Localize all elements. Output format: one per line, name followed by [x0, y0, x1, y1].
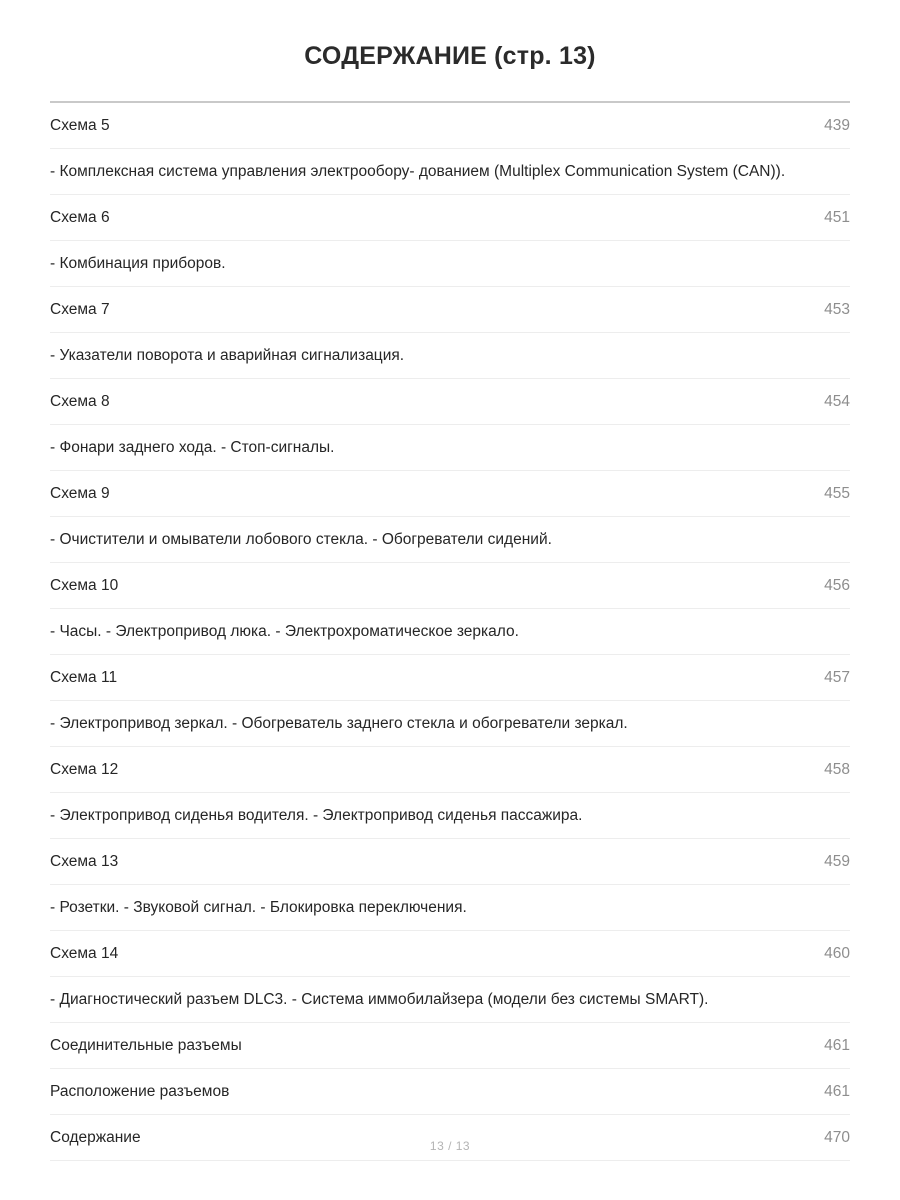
- toc-page-number: 455: [824, 485, 850, 502]
- toc-page-number: 457: [824, 669, 850, 686]
- table-of-contents: [50, 103, 850, 1161]
- toc-entry-label: Схема 11: [50, 669, 118, 686]
- toc-description-row[interactable]: [50, 977, 850, 1023]
- toc-description-row[interactable]: [50, 149, 850, 195]
- toc-entry-row[interactable]: [50, 563, 850, 609]
- toc-description-label: - Фонари заднего хода. - Стоп-сигналы.: [50, 439, 335, 456]
- toc-page-number: 461: [824, 1037, 850, 1054]
- toc-page-number: 451: [824, 209, 850, 226]
- toc-entry-row[interactable]: [50, 655, 850, 701]
- toc-page-number: 453: [824, 301, 850, 318]
- toc-description-label: - Диагностический разъем DLC3. - Система иммобилайзера (модели без системы SMART).: [50, 991, 709, 1008]
- toc-description-label: - Очистители и омыватели лобового стекла. - Обогреватели сидений.: [50, 531, 552, 548]
- toc-description-label: - Комплексная система управления электрообору- дованием (Multiplex Communication System (CAN)).: [50, 163, 786, 180]
- toc-description-row[interactable]: [50, 701, 850, 747]
- toc-entry-label: Схема 6: [50, 209, 110, 226]
- toc-description-label: - Комбинация приборов.: [50, 255, 226, 272]
- toc-entry-row[interactable]: [50, 931, 850, 977]
- toc-entry-label: Схема 7: [50, 301, 110, 318]
- toc-description-row[interactable]: [50, 517, 850, 563]
- toc-entry-row[interactable]: [50, 747, 850, 793]
- toc-entry-label: Схема 14: [50, 945, 119, 962]
- toc-entry-row[interactable]: [50, 1023, 850, 1069]
- toc-description-row[interactable]: [50, 793, 850, 839]
- toc-description-row[interactable]: [50, 885, 850, 931]
- toc-description-row[interactable]: [50, 333, 850, 379]
- toc-entry-label: Схема 9: [50, 485, 110, 502]
- toc-description-row[interactable]: [50, 241, 850, 287]
- toc-entry-label: Схема 12: [50, 761, 119, 778]
- toc-description-label: - Электропривод зеркал. - Обогреватель заднего стекла и обогреватели зеркал.: [50, 715, 628, 732]
- toc-entry-label: Схема 8: [50, 393, 110, 410]
- toc-description-label: - Розетки. - Звуковой сигнал. - Блокировка переключения.: [50, 899, 467, 916]
- toc-description-row[interactable]: [50, 609, 850, 655]
- toc-entry-row[interactable]: [50, 195, 850, 241]
- toc-entry-row[interactable]: [50, 1069, 850, 1115]
- toc-description-label: - Часы. - Электропривод люка. - Электрохроматическое зеркало.: [50, 623, 519, 640]
- toc-entry-label: Схема 5: [50, 117, 110, 134]
- toc-entry-row[interactable]: [50, 1115, 850, 1161]
- toc-entry-label: Содержание: [50, 1129, 141, 1146]
- toc-entry-row[interactable]: [50, 839, 850, 885]
- toc-page-number: 460: [824, 945, 850, 962]
- toc-entry-label: Соединительные разъемы: [50, 1037, 242, 1054]
- toc-entry-row[interactable]: [50, 471, 850, 517]
- toc-entry-label: Схема 10: [50, 577, 119, 594]
- toc-entry-label: Расположение разъемов: [50, 1083, 230, 1100]
- toc-entry-row[interactable]: [50, 103, 850, 149]
- toc-page-number: 470: [824, 1129, 850, 1146]
- page-footer: 13 / 13: [429, 1139, 471, 1153]
- toc-page-number: 459: [824, 853, 850, 870]
- toc-entry-label: Схема 13: [50, 853, 119, 870]
- page-title: СОДЕРЖАНИЕ (стр. 13): [304, 42, 596, 70]
- toc-description-row[interactable]: [50, 425, 850, 471]
- toc-description-label: - Электропривод сиденья водителя. - Электропривод сиденья пассажира.: [50, 807, 583, 824]
- toc-entry-row[interactable]: [50, 379, 850, 425]
- toc-page-number: 461: [824, 1083, 850, 1100]
- toc-description-label: - Указатели поворота и аварийная сигнализация.: [50, 347, 405, 364]
- toc-page-number: 439: [824, 117, 850, 134]
- toc-page-number: 456: [824, 577, 850, 594]
- toc-page-number: 458: [824, 761, 850, 778]
- toc-page-number: 454: [824, 393, 850, 410]
- toc-entry-row[interactable]: [50, 287, 850, 333]
